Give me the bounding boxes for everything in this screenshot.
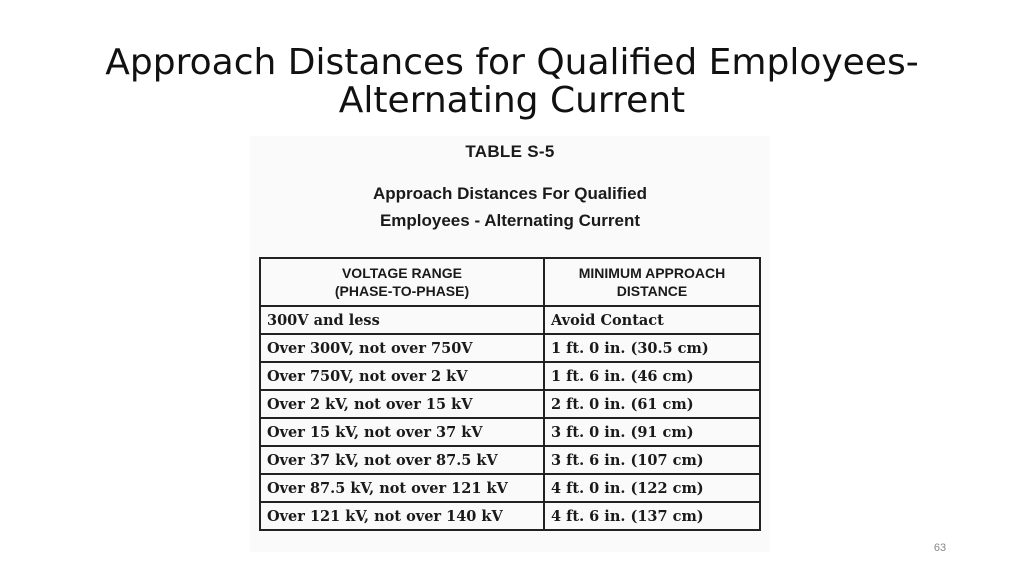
table-row — [260, 334, 760, 362]
distance-cell: 4 ft. 0 in. (122 cm) — [544, 474, 760, 502]
table-row — [260, 418, 760, 446]
table-row — [260, 502, 760, 530]
voltage-cell: Over 121 kV, not over 140 kV — [260, 502, 544, 530]
distance-cell: 3 ft. 6 in. (107 cm) — [544, 446, 760, 474]
voltage-cell: Over 300V, not over 750V — [260, 334, 544, 362]
distance-cell: 1 ft. 6 in. (46 cm) — [544, 362, 760, 390]
slide-title-line-2: Alternating Current — [338, 80, 686, 121]
header-line: VOLTAGE RANGE — [341, 265, 463, 281]
table-label: TABLE S-5 — [465, 142, 555, 161]
table-row — [260, 390, 760, 418]
table-caption-line-2: Employees - Alternating Current — [379, 211, 641, 230]
approach-distance-table — [259, 257, 761, 531]
slide-title-line-1: Approach Distances for Qualified Employees- — [105, 44, 919, 83]
distance-cell: 3 ft. 0 in. (91 cm) — [544, 418, 760, 446]
voltage-cell: Over 15 kV, not over 37 kV — [260, 418, 544, 446]
header-line: (PHASE-TO-PHASE) — [334, 283, 470, 299]
table-row — [260, 306, 760, 334]
slide-title — [60, 44, 964, 124]
voltage-cell: Over 750V, not over 2 kV — [260, 362, 544, 390]
table-row — [260, 446, 760, 474]
distance-cell: Avoid Contact — [544, 306, 760, 334]
voltage-cell: 300V and less — [260, 306, 544, 334]
table-caption — [250, 180, 770, 234]
distance-cell: 1 ft. 0 in. (30.5 cm) — [544, 334, 760, 362]
table-caption-line-1: Approach Distances For Qualified — [373, 184, 647, 203]
header-line: MINIMUM APPROACH — [578, 265, 726, 281]
header-line: DISTANCE — [616, 283, 688, 299]
distance-cell: 4 ft. 6 in. (137 cm) — [544, 502, 760, 530]
voltage-cell: Over 2 kV, not over 15 kV — [260, 390, 544, 418]
voltage-cell: Over 87.5 kV, not over 121 kV — [260, 474, 544, 502]
distance-cell: 2 ft. 0 in. (61 cm) — [544, 390, 760, 418]
table-row — [260, 474, 760, 502]
voltage-range-header — [260, 258, 544, 306]
page-number: 63 — [933, 542, 947, 554]
voltage-cell: Over 37 kV, not over 87.5 kV — [260, 446, 544, 474]
table-header-row — [260, 258, 760, 306]
scanned-table-image — [250, 136, 770, 552]
table-row — [260, 362, 760, 390]
minimum-approach-distance-header — [544, 258, 760, 306]
